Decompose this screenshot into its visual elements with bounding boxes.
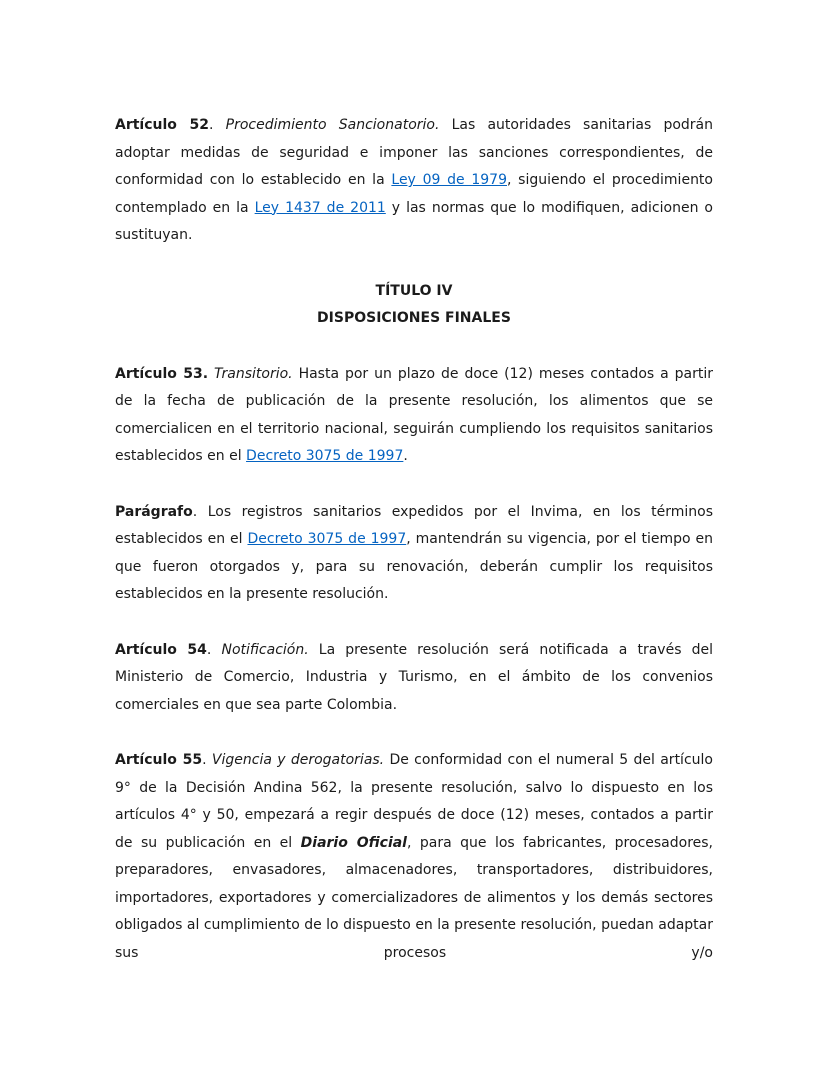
- text-segment: .: [202, 752, 212, 768]
- text-segment: , siguiendo el procedimiento contemplado en la: [115, 172, 713, 216]
- document-link[interactable]: Ley 09 de 1979: [391, 172, 507, 188]
- text-segment: Parágrafo: [115, 503, 193, 520]
- text-segment: Transitorio.: [214, 365, 293, 382]
- text-segment: Las autoridades sanitarias podrán adoptar medidas de seguridad e imponer las sanciones correspondientes, de conformidad con lo establecido en la: [115, 117, 714, 188]
- articulo-54-paragraph: [115, 637, 713, 720]
- text-segment: TÍTULO IV: [375, 282, 453, 299]
- text-segment: Procedimiento Sancionatorio.: [225, 117, 440, 133]
- articulo-53-paragraph: [115, 361, 713, 471]
- text-segment: Artículo 53.: [115, 365, 209, 382]
- text-segment: .: [206, 641, 222, 658]
- document-link[interactable]: Ley 1437 de 2011: [254, 199, 386, 216]
- text-segment: La presente resolución será notificada a través del Ministerio de Comercio, Industria y Turismo, en el ámbito de los convenios comerciales en que sea parte Colombia.: [115, 641, 713, 713]
- document-link[interactable]: Decreto 3075 de 1997: [246, 448, 404, 464]
- text-segment: , mantendrán su vigencia, por el tiempo en que fueron otorgados y, para su renovación, deberán cumplir los requisitos establecidos en la presente resolución.: [115, 531, 713, 602]
- text-segment: Artículo 55: [115, 752, 203, 768]
- disposiciones-finales-heading: [115, 305, 713, 333]
- text-segment: DISPOSICIONES FINALES: [317, 310, 511, 326]
- text-segment: y las normas que lo modifiquen, adicionen o sustituyan.: [115, 199, 713, 243]
- articulo-52-paragraph: [115, 112, 713, 250]
- text-segment: De conformidad con el numeral 5 del artículo 9° de la Decisión Andina 562, la presente resolución, salvo lo dispuesto en los artículos 4° y 50, empezará a regir después de doce (12) meses, contados a partir de su publicación en el: [115, 752, 713, 851]
- document-content: [115, 112, 713, 967]
- titulo-iv-heading: [115, 278, 713, 306]
- articulo-55-paragraph: [115, 747, 713, 967]
- text-segment: Artículo 54: [115, 641, 207, 658]
- text-segment: .: [403, 448, 408, 464]
- text-segment: Artículo 52: [115, 117, 210, 133]
- text-segment: .: [209, 117, 226, 133]
- text-segment: Vigencia y derogatorias.: [211, 752, 385, 768]
- text-segment: Hasta por un plazo de doce (12) meses contados a partir de la fecha de publicación de la presente resolución, los alimentos que se comercialicen en el territorio nacional, seguirán cumpliendo los requisitos sanitarios establecidos en el: [115, 365, 714, 464]
- document-link[interactable]: Decreto 3075 de 1997: [247, 531, 407, 547]
- paragrafo-paragraph: [115, 499, 713, 609]
- text-segment: Notificación.: [221, 641, 309, 658]
- text-segment: . Los registros sanitarios expedidos por el Invima, en los términos establecidos en el: [115, 503, 713, 547]
- text-segment: Diario Oficial: [300, 834, 407, 851]
- text-segment: , para que los fabricantes, procesadores, preparadores, envasadores, almacenadores, transportadores, distribuidores, importadores, exportadores y comercializadores de alimentos y los demás sectores obligados al cumplimiento de lo dispuesto en la presente resolución, puedan adaptar sus procesos y/o: [115, 834, 714, 961]
